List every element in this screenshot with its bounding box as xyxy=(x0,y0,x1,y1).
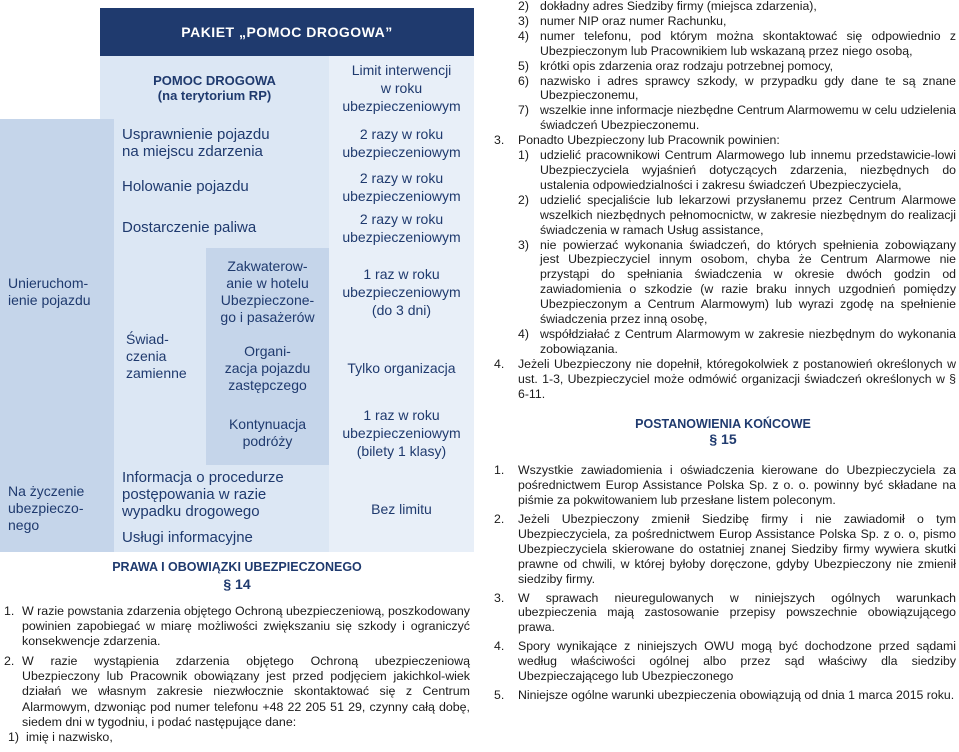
section14-point-4 xyxy=(490,357,956,402)
group-na-zyczenie: Na życzenie ubezpieczo- nego xyxy=(0,465,114,552)
point-number: 1. xyxy=(4,604,15,618)
sub-number: 2) xyxy=(518,192,529,207)
sub-text: numer telefonu, pod którym można skontaktować się odpowiednio z Ubezpieczonym lub Pracownikiem lub wskazaną przez niego osobą, xyxy=(540,28,956,58)
final-item xyxy=(490,688,956,703)
sub-number: 4) xyxy=(518,28,529,43)
limit-informacja: Bez limitu xyxy=(329,465,474,552)
sub-text: nazwisko i adres sprawcy szkody, w przypadku gdy dane te są znane Ubezpieczonemu, xyxy=(540,73,956,103)
limit-zakwaterowanie: 1 raz w roku ubezpieczeniowym (do 3 dni) xyxy=(329,248,474,335)
sub-text: wszelkie inne informacje niezbędne Centrum Alarmowemu w celu udzielenia świadczeń Ubezpieczonemu. xyxy=(540,103,956,133)
table-header: PAKIET „POMOC DROGOWA” xyxy=(100,8,474,56)
contact-data-item xyxy=(490,14,956,29)
point-number: 4. xyxy=(494,356,505,371)
col-header-pomoc xyxy=(100,56,329,119)
point-text: Spory wynikające z niniejszych OWU mogą być dochodzone przed sądami według właściwości ogólnej albo przez sąd właściwy dla siedziby Ubezpieczającego lub Ubezpieczonego xyxy=(518,639,956,684)
sub-text: dokładny adres Siedziby firmy (miejsca zdarzenia), xyxy=(540,0,817,13)
point-text: Jeżeli Ubezpieczony zmienił Siedzibę firmy i nie zawiadomił o tym Ubezpieczyciela, za pośrednictwem Europ Assistance Polska Sp. z o. o, pismo Ubezpieczyciela skierowane do ostatniej znanej Siedziby firmy wywiera skutki prawne od chwili, w której byłoby doręczone, gdyby Ubezpieczony nie zmienił siedziby firmy. xyxy=(518,512,956,586)
point-number: 3. xyxy=(494,133,505,148)
sub-number: 1) xyxy=(518,148,529,163)
sub-number: 5) xyxy=(518,58,529,73)
obligation-item xyxy=(490,193,956,238)
group-swiadczenia-zamienne: Świad- czenia zamienne xyxy=(114,248,206,465)
sub-text: numer NIP oraz numer Rachunku, xyxy=(540,13,727,28)
row-label-informacja: Informacja o procedurze postępowania w razie wypadku drogowego xyxy=(114,465,329,523)
point-number: 3. xyxy=(494,590,505,605)
right-column xyxy=(490,0,956,703)
point-text: Niniejsze ogólne warunki ubezpieczenia obowiązują od dnia 1 marca 2015 roku. xyxy=(518,687,955,702)
sub-text: udzielić specjaliście lub lekarzowi przysłanemu przez Centrum Alarmowe wszelkich niezbędnych pełnomocnictw, w zakresie niezbędnym do realizacji świadczenia w ramach Usług assistance, xyxy=(540,192,956,237)
obligation-item xyxy=(490,148,956,193)
point-text: Jeżeli Ubezpieczony nie dopełnił, któregokolwiek z postanowień określonych w ust. 1-3, Ubezpieczyciel może odmówić organizacji świadczeń określonych w § 6-11. xyxy=(518,356,956,401)
col-header-pomoc-line1: POMOC DROGOWA xyxy=(153,72,276,88)
section14-point-2-sub-1 xyxy=(4,730,470,745)
point-number: 1. xyxy=(494,463,505,478)
section14-point-2 xyxy=(4,654,470,729)
col-header-limit-line2: w roku xyxy=(380,79,423,96)
sub-number: 2) xyxy=(518,0,529,13)
row-label-holowanie: Holowanie pojazdu xyxy=(114,166,329,207)
section14-title: PRAWA I OBOWIĄZKI UBEZPIECZONEGO xyxy=(112,560,362,574)
sub-number: 3) xyxy=(518,237,529,252)
assistance-table xyxy=(0,0,474,552)
final-provisions-paragraph-mark: § 15 xyxy=(709,431,737,448)
limit-holowanie: 2 razy w roku ubezpieczeniowym xyxy=(329,166,474,207)
row-label-usprawnienie: Usprawnienie pojazdu na miejscu zdarzenia xyxy=(114,119,329,166)
section14-paragraph-mark: § 14 xyxy=(223,576,251,592)
contact-data-item xyxy=(490,0,956,14)
sub-text: udzielić pracownikowi Centrum Alarmowego lub innemu przedstawicie-lowi Ubezpieczyciela wyjaśnień dotyczących zdarzenia, niezbędnych do ustalenia odpowiedzialności i zakresu świadczeń Ubezpieczyciela, xyxy=(540,148,956,192)
row-label-pojazd-zastepczy: Organi- zacja pojazdu zastępczego xyxy=(206,335,329,401)
group-unieruchomienie: Unieruchom- ienie pojazdu xyxy=(0,119,114,465)
point-text: W sprawach nieuregulowanych w niniejszych ogólnych warunkach ubezpieczenia mają zastosowanie przepisy powszechnie obowiązującego prawa. xyxy=(518,590,956,635)
sub-number: 1) xyxy=(8,729,20,744)
final-item xyxy=(490,591,956,636)
contact-data-item xyxy=(490,74,956,104)
sub-text: imię i nazwisko, xyxy=(26,729,113,744)
contact-data-item xyxy=(490,103,956,133)
point-number: 2. xyxy=(494,512,505,526)
point-text: Wszystkie zawiadomienia i oświadczenia kierowane do Ubezpieczyciela za pośrednictwem Europ Assistance Polska Sp. z o. o. powinny być składane na piśmie za pokwitowaniem lub przesłane listem poleconym. xyxy=(518,463,956,508)
sub-text: nie powierzać wykonania świadczeń, do których spełnienia zobowiązany jest Ubezpieczyciel innym osobom, chyba że Centrum Alarmowe nie przystąpi do spełniania świadczenia w okresie dwóch godzin od zawiadomienia o szkodzie (w razie braku innych uzgodnień pomiędzy Ubezpieczonym a Centrum Alarmowym) lub wyrazi zgodę na spełnienie świadczenia przez inną osobę, xyxy=(540,237,956,327)
col-header-pomoc-line2: (na terytorium RP) xyxy=(157,87,272,103)
point-number: 2. xyxy=(4,654,15,669)
limit-pojazd-zastepczy: Tylko organizacja xyxy=(329,335,474,401)
final-item xyxy=(490,512,956,587)
obligation-item xyxy=(490,238,956,327)
sub-number: 6) xyxy=(518,73,529,88)
section14-point-3 xyxy=(490,133,956,148)
contact-data-item xyxy=(490,59,956,74)
row-label-kontynuacja: Kontynuacja podróży xyxy=(206,401,329,465)
col-header-limit-line3: ubezpieczeniowym xyxy=(342,97,461,114)
row-label-zakwaterowanie: Zakwaterow- anie w hotelu Ubezpieczone- go i pasażerów xyxy=(206,248,329,335)
section14-body xyxy=(4,604,470,745)
row-label-paliwo: Dostarczenie paliwa xyxy=(114,207,329,248)
point-number: 5. xyxy=(494,687,505,702)
obligation-item xyxy=(490,327,956,357)
section14-point-1 xyxy=(4,604,470,649)
limit-kontynuacja: 1 raz w roku ubezpieczeniowym (bilety 1 klasy) xyxy=(329,401,474,465)
sub-text: współdziałać z Centrum Alarmowym w zakresie niezbędnym do wykonania zobowiązania. xyxy=(540,326,956,356)
contact-data-item xyxy=(490,29,956,59)
point-text: Ponadto Ubezpieczony lub Pracownik powinien: xyxy=(518,133,780,148)
sub-number: 4) xyxy=(518,326,529,341)
point-text: W razie wystąpienia zdarzenia objętego Ochroną ubezpieczeniową Ubezpieczony lub Pracownik obowiązany jest przed podjęciem jakichkol-wiek działań we własnym zakresie niezwłocznie skontaktować się z Centrum Alarmowym, dzwoniąc pod numer telefonu +48 22 205 51 29, czynny całą dobę, siedem dni w tygodniu, i podać następujące dane: xyxy=(22,654,470,729)
point-text: W razie powstania zdarzenia objętego Ochroną ubezpieczeniową, poszkodowany powinien zapobiegać w miarę możliwości zwiększaniu się szkody i ograniczyć konsekwencje zdarzenia. xyxy=(22,604,470,649)
col-header-limit-line1: Limit interwencji xyxy=(351,61,452,78)
point-number: 4. xyxy=(494,639,505,654)
limit-usprawnienie: 2 razy w roku ubezpieczeniowym xyxy=(329,119,474,166)
final-provisions-title: POSTANOWIENIA KOŃCOWE xyxy=(635,417,811,432)
final-item xyxy=(490,463,956,508)
limit-paliwo: 2 razy w roku ubezpieczeniowym xyxy=(329,207,474,248)
sub-text: krótki opis zdarzenia oraz rodzaju potrzebnej pomocy, xyxy=(540,58,833,73)
row-label-uslugi-informacyjne: Usługi informacyjne xyxy=(114,523,329,552)
sub-number: 7) xyxy=(518,103,529,118)
col-header-limit xyxy=(329,56,474,119)
sub-number: 3) xyxy=(518,13,529,28)
final-item xyxy=(490,639,956,684)
